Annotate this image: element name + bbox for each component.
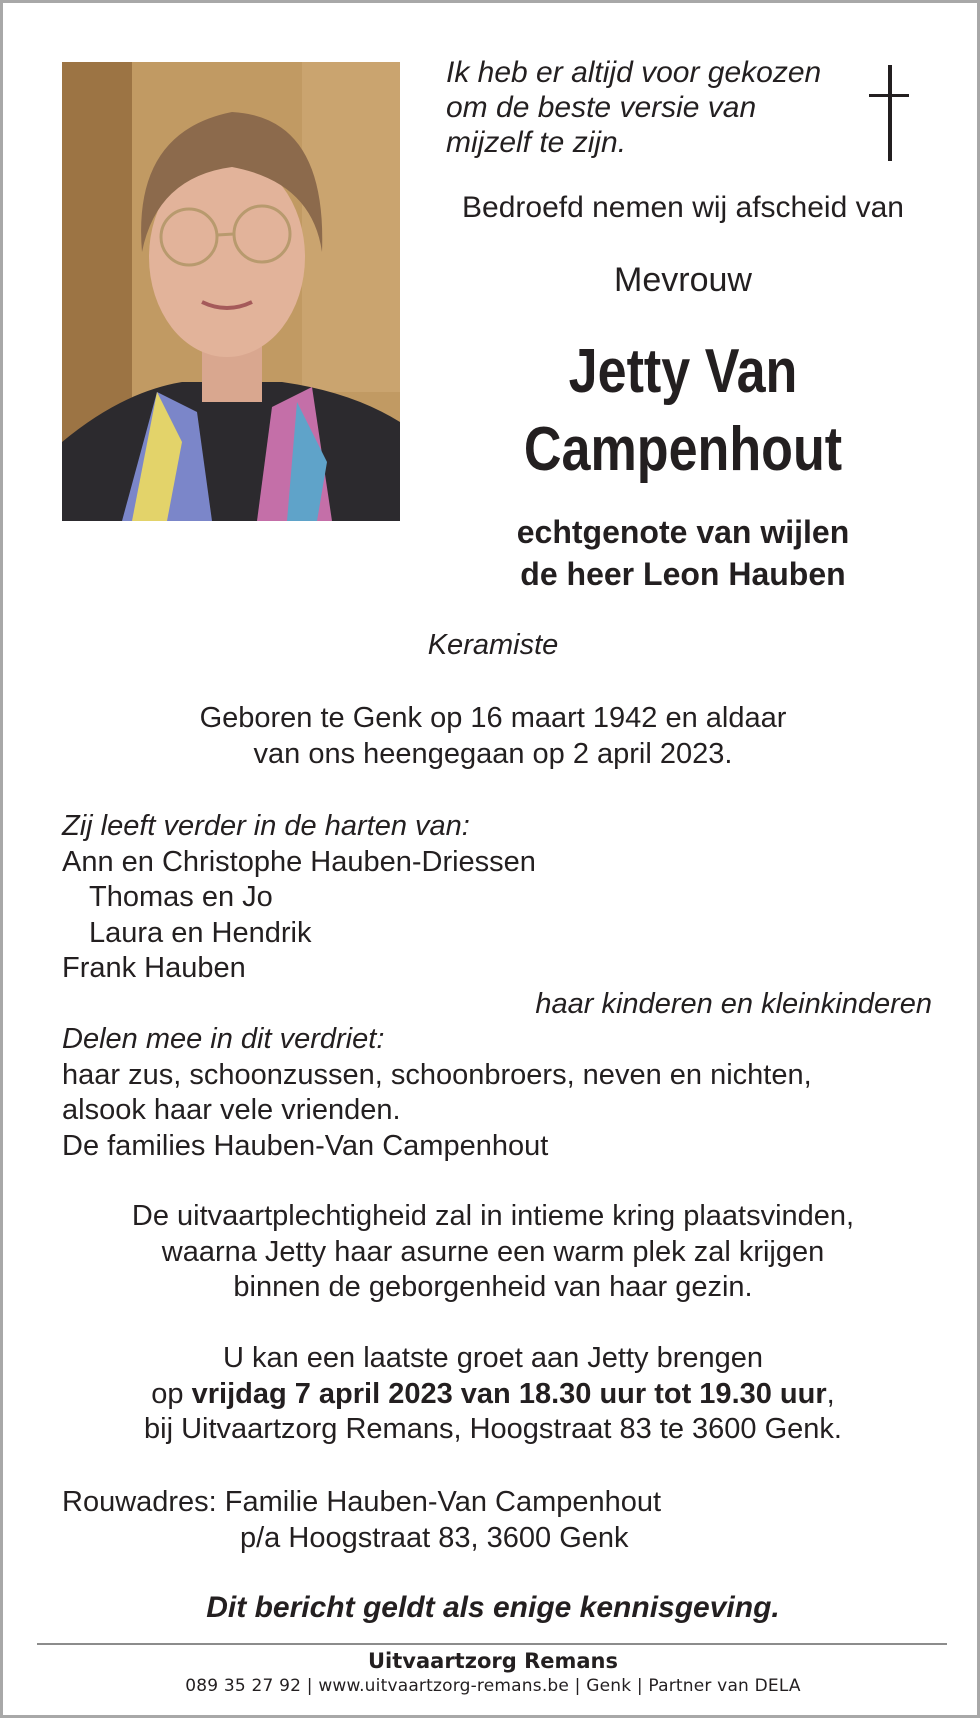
quote-line: Ik heb er altijd voor gekozen [446, 56, 822, 89]
family-member: Ann en Christophe Hauben-Driessen [62, 845, 536, 878]
notice-text: Dit bericht geldt als enige kennisgeving. [206, 1591, 780, 1624]
family-member: Laura en Hendrik [89, 916, 312, 949]
relation-label: haar kinderen en kleinkinderen [535, 987, 932, 1020]
quote-line: om de beste versie van [446, 91, 757, 124]
divider [37, 1643, 947, 1645]
family-member: Frank Hauben [62, 952, 246, 984]
birth-details [3, 700, 980, 772]
name-line: Campenhout [523, 415, 843, 484]
intro-text: Bedroefd nemen wij afscheid van [462, 191, 904, 224]
ceremony-text [3, 1199, 980, 1306]
visit-prefix: op [151, 1377, 192, 1410]
visit-line: bij Uitvaartzorg Remans, Hoogstraat 83 te 3600 Genk. [144, 1413, 842, 1445]
share-line: alsook haar vele vrienden. [62, 1094, 401, 1126]
spouse-text: echtgenote van wijlen [516, 514, 850, 550]
visit-datetime: vrijdag 7 april 2023 van 18.30 uur tot 19.30 uur [191, 1377, 827, 1410]
spouse-line [423, 511, 943, 595]
deceased-name [465, 333, 902, 489]
quote-line: mijzelf te zijn. [446, 126, 627, 159]
share-heading: Delen mee in dit verdriet: [62, 1023, 385, 1055]
survivors-heading: Zij leeft verder in de harten van: [62, 810, 470, 842]
salutation: Mevrouw [614, 261, 752, 299]
share-line: haar zus, schoonzussen, schoonbroers, neven en nichten, [62, 1058, 812, 1091]
funeral-home-name: Uitvaartzorg Remans [368, 1649, 618, 1673]
family-member: Thomas en Jo [89, 881, 273, 913]
visitation-info [3, 1341, 980, 1448]
name-line: Jetty Van [568, 337, 798, 406]
ceremony-line: binnen de geborgenheid van haar gezin. [233, 1271, 753, 1303]
cross-icon [869, 65, 909, 161]
survivors [62, 809, 932, 1164]
visit-suffix: , [826, 1377, 835, 1410]
quote [446, 55, 821, 160]
mourning-address-line: Rouwadres: Familie Hauben-Van Campenhout [62, 1486, 662, 1518]
footer-contact: 089 35 27 92 | www.uitvaartzorg-remans.be | Genk | Partner van DELA [185, 1676, 801, 1696]
visit-datetime-line [3, 1377, 980, 1413]
occupation: Keramiste [427, 629, 559, 661]
share-line: De families Hauben-Van Campenhout [62, 1129, 549, 1162]
birth-line: van ons heengegaan op 2 april 2023. [253, 738, 733, 770]
mourning-address-line: p/a Hoogstraat 83, 3600 Genk [240, 1522, 629, 1554]
visit-line: U kan een laatste groet aan Jetty brengen [222, 1342, 764, 1374]
ceremony-line: waarna Jetty haar asurne een warm plek zal krijgen [161, 1235, 825, 1268]
birth-line: Geboren te Genk op 16 maart 1942 en aldaar [199, 702, 787, 734]
ceremony-line: De uitvaartplechtigheid zal in intieme kring plaatsvinden, [131, 1200, 855, 1232]
mourning-address [62, 1484, 661, 1556]
spouse-text: de heer Leon Hauben [520, 556, 846, 592]
portrait-photo-icon [62, 62, 400, 521]
